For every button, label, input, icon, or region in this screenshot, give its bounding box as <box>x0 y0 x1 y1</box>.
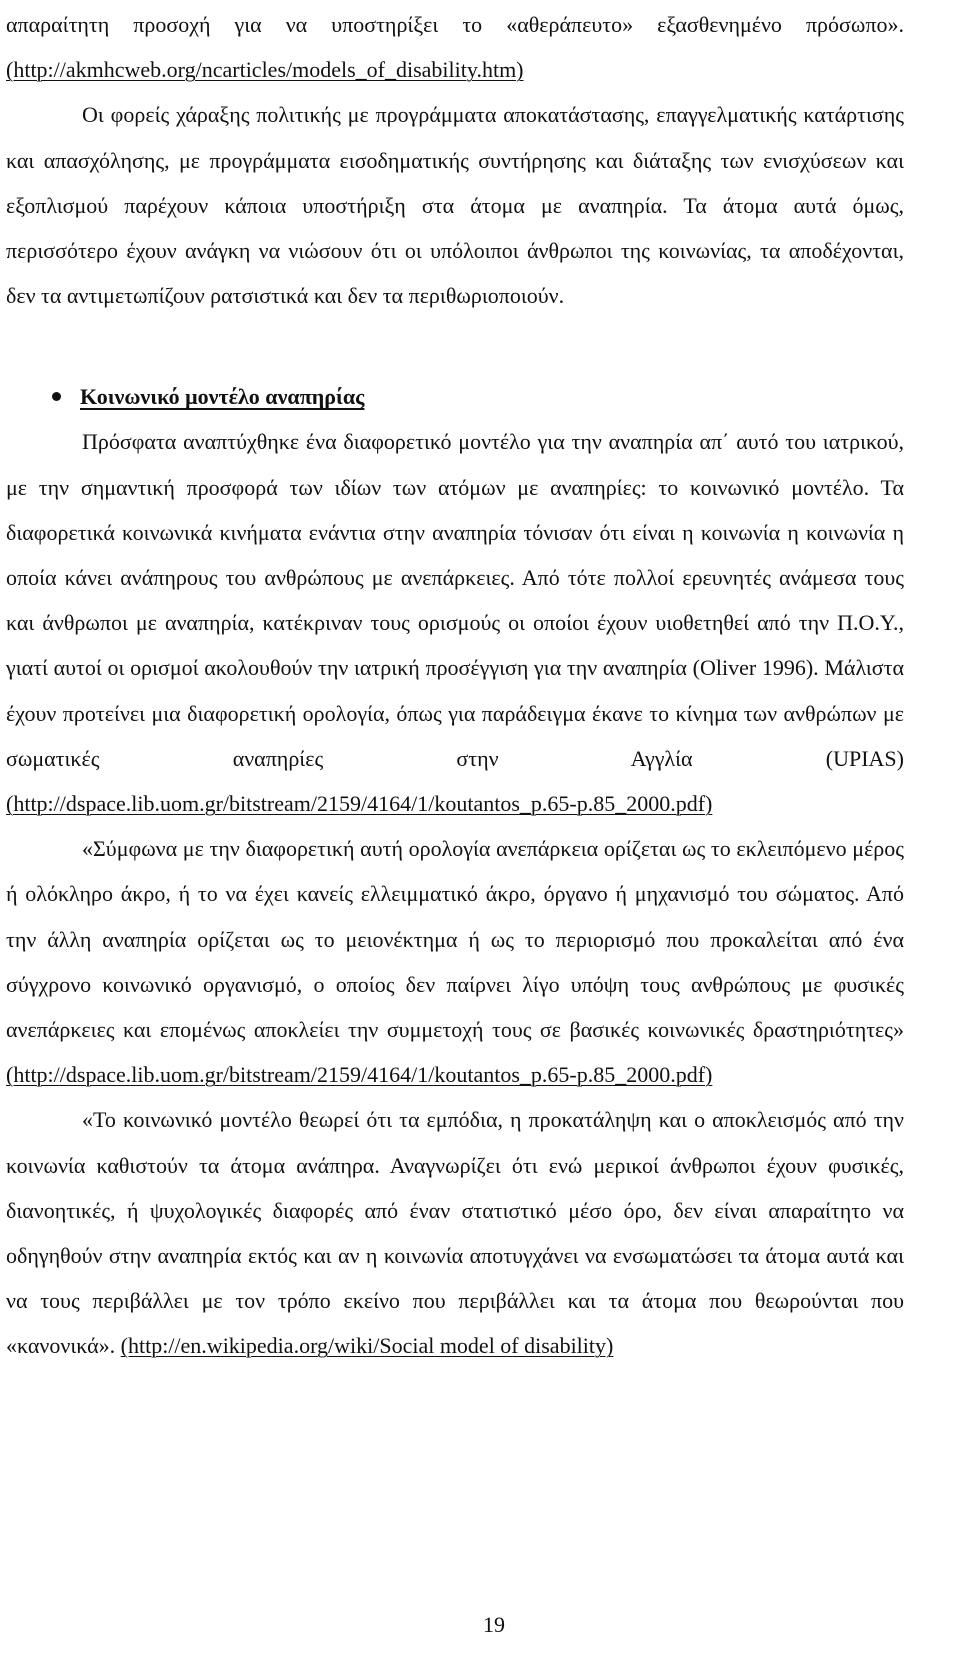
section-spacer <box>6 318 904 374</box>
page-number: 19 <box>483 1612 505 1637</box>
paragraph-social-model-intro-link[interactable]: (http://dspace.lib.uom.gr/bitstream/2159/4164/1/koutantos_p.65-p.85_2000.pdf) <box>6 791 713 817</box>
paragraph-social-model-barriers-link[interactable]: (http://en.wikipedia.org/wiki/Social model of disability) <box>120 1333 614 1359</box>
paragraph-social-model-intro <box>6 419 904 826</box>
intro-paragraph-text: απαραίτητη προσοχή για να υποστηρίξει το «αθεράπευτο» εξασθενημένο πρόσωπο». <box>6 12 904 37</box>
paragraph-social-model-barriers-text: «Το κοινωνικό μοντέλο θεωρεί ότι τα εμπόδια, η προκατάληψη και ο αποκλεισμός από την κοινωνία καθιστούν τα άτομα ανάπηρα. Αναγνωρίζει ότι ενώ μερικοί άνθρωποι έχουν φυσικές, διανοητικές, ή ψυχολογικές διαφορές από έναν στατιστικό μέσο όρο, δεν είναι απαραίτητο να οδηγηθούν στην αναπηρία εκτός και αν η κοινωνία αποτυγχάνει να ενσωματώσει τα άτομα αυτά και να τους περιβάλλει με τον τρόπο εκείνο που περιβάλλει και τα άτομα που θεωρούνται που «κανονικά». <box>6 1107 904 1359</box>
paragraph-social-model-intro-text: Πρόσφατα αναπτύχθηκε ένα διαφορετικό μοντέλο για την αναπηρία απ΄ αυτό του ιατρικού, με την σημαντική προσφορά των ιδίων των ατόμων με αναπηρίες: το κοινωνικό μοντέλο. Τα διαφορετικά κοινωνικά κινήματα ενάντια στην αναπηρία τόνισαν ότι είναι η κοινωνία η κοινωνία η οποία κάνει ανάπηρους του ανθρώπους με ανεπάρκειες. Από τότε πολλοί ερευνητές ανάμεσα τους και άνθρωποι με αναπηρία, κατέκριναν τους ορισμούς οι οποίοι έχουν υιοθετηθεί από την Π.Ο.Υ., γιατί αυτοί οι ορισμοί ακολουθούν την ιατρική προσέγγιση για την αναπηρία (Oliver 1996). Μάλιστα έχουν προτείνει μια διαφορετική ορολογία, όπως για παράδειγμα έκανε το κίνημα των ανθρώπων με σωματικές αναπηρίες στην Αγγλία (UPIAS) <box>6 429 904 771</box>
intro-paragraph-link[interactable]: (http://akmhcweb.org/ncarticles/models_of_disability.htm) <box>6 57 524 83</box>
paragraph-policy-makers: Οι φορείς χάραξης πολιτικής με προγράμματα αποκατάστασης, επαγγελματικής κατάρτισης και απασχόλησης, με προγράμματα εισοδηματικής συντήρησης και διάταξης των ενισχύσεων και εξοπλισμού παρέχουν κάποια υποστήριξη στα άτομα με αναπηρία. Τα άτομα αυτά όμως, περισσότερο έχουν ανάγκη να νιώσουν ότι οι υπόλοιποι άνθρωποι της κοινωνίας, τα αποδέχονται, δεν τα αντιμετωπίζουν ρατσιστικά και δεν τα περιθωριοποιούν. <box>6 102 904 309</box>
paragraph-upias-definition-text: «Σύμφωνα με την διαφορετική αυτή ορολογία ανεπάρκεια ορίζεται ως το εκλειπόμενο μέρος ή ολόκληρο άκρο, ή το να έχει κανείς ελλειμματικό άκρο, όργανο ή μηχανισμό του σώματος. Από την άλλη αναπηρία ορίζεται ως το μειονέκτημα ή ως το περιορισμό που προκαλείται από ένα σύγχρονο κοινωνικό οργανισμό, ο οποίος δεν παίρνει λίγο υπόψη τους ανθρώπους με φυσικές ανεπάρκειες και επομένως αποκλείει την συμμετοχή τους σε βασικές κοινωνικές δραστηριότητες» <box>6 836 904 1043</box>
section-heading-text: Κοινωνικό μοντέλο αναπηρίας <box>80 384 365 410</box>
document-page <box>6 2 904 1369</box>
paragraph-upias-definition-link[interactable]: (http://dspace.lib.uom.gr/bitstream/2159/4164/1/koutantos_p.65-p.85_2000.pdf) <box>6 1062 713 1088</box>
intro-paragraph <box>6 2 904 92</box>
bullet-icon <box>52 392 61 401</box>
paragraph-social-model-barriers <box>6 1097 904 1368</box>
section-heading-social-model <box>6 374 904 419</box>
paragraph-upias-definition <box>6 826 904 1097</box>
